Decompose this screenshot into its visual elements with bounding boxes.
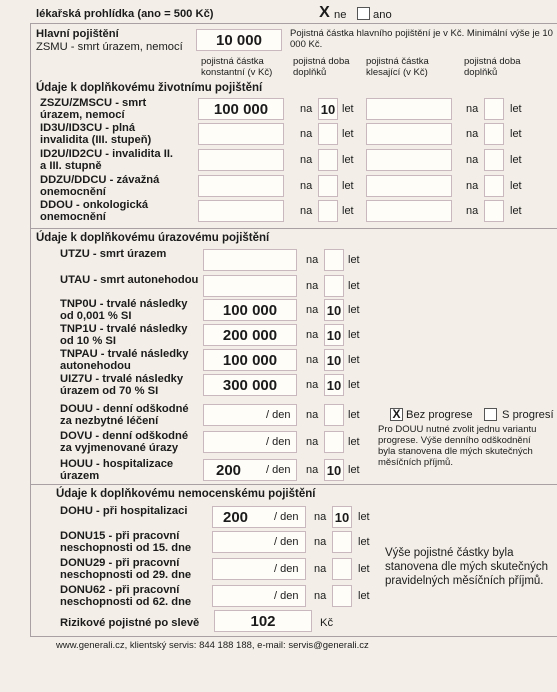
sickness-row-label: DONU62 - při pracovní neschopnosti od 62. dne	[60, 584, 192, 608]
life-decreasing-amount-field[interactable]	[366, 149, 452, 171]
injury-term-years-field[interactable]: 10	[324, 374, 344, 396]
life-section-title: Údaje k doplňkovému životnímu pojištění	[36, 82, 263, 94]
injury-term-years-field[interactable]: 10	[324, 459, 344, 481]
medical-exam-no-label: ne	[334, 9, 347, 21]
life-term-na: na	[300, 103, 313, 115]
injury-row-label: UTAU - smrt autonehodou	[60, 274, 199, 286]
medical-exam-label: lékařská prohlídka (ano = 500 Kč)	[36, 8, 214, 20]
injury-term-years-field[interactable]: 10	[324, 349, 344, 371]
life-term-years-field[interactable]	[318, 123, 338, 145]
injury-term-na: na	[306, 354, 319, 366]
sickness-row-label: DOHU - při hospitalizaci	[60, 505, 188, 517]
injury-amount-field[interactable]: 100 000	[203, 349, 297, 371]
life-decreasing-amount-field[interactable]	[366, 175, 452, 197]
per-day-unit: / den	[266, 436, 291, 448]
life-decreasing-na: na	[466, 154, 479, 166]
life-decreasing-amount-field[interactable]	[366, 200, 452, 222]
column-header-constant: pojistná částka konstantní (v Kč)	[201, 56, 273, 78]
sickness-term-years-field[interactable]	[332, 585, 352, 607]
injury-term-years-field[interactable]	[324, 431, 344, 453]
injury-amount-field[interactable]: 300 000	[203, 374, 297, 396]
injury-term-let: let	[348, 464, 360, 476]
injury-term-let: let	[348, 280, 360, 292]
divider	[30, 636, 557, 637]
injury-row-label: DOVU - denní odškodné za vyjmenované úrazy	[60, 430, 189, 454]
divider	[30, 23, 557, 24]
injury-section-title: Údaje k doplňkovému úrazovému pojištění	[36, 232, 270, 244]
injury-row-label: TNP0U - trvalé následky od 0,001 % SI	[60, 298, 188, 322]
with-progression-label: S progresí	[502, 409, 554, 421]
life-term-na: na	[300, 128, 313, 140]
sickness-term-let: let	[358, 563, 370, 575]
premium-label: Rizikové pojistné po slevě	[60, 617, 200, 629]
sickness-term-years-field[interactable]	[332, 558, 352, 580]
without-progression-checkbox[interactable]: X	[390, 408, 403, 421]
injury-amount-field[interactable]: 100 000	[203, 299, 297, 321]
zsmu-label: ZSMU - smrt úrazem, nemocí	[36, 41, 183, 53]
life-decreasing-na: na	[466, 128, 479, 140]
sickness-term-let: let	[358, 536, 370, 548]
life-constant-amount-field[interactable]	[198, 123, 284, 145]
life-decreasing-years-field[interactable]	[484, 149, 504, 171]
injury-amount-field[interactable]	[203, 249, 297, 271]
sickness-term-na: na	[314, 536, 327, 548]
injury-row-label: DOUU - denní odškodné za nezbytné léčení	[60, 403, 189, 427]
injury-term-let: let	[348, 354, 360, 366]
sickness-section-title: Údaje k doplňkovému nemocenskému pojištění	[56, 488, 316, 500]
life-decreasing-let: let	[510, 154, 522, 166]
injury-term-years-field[interactable]	[324, 404, 344, 426]
divider	[30, 228, 557, 229]
life-row-label: ZSZU/ZMSCU - smrt úrazem, nemocí	[40, 97, 147, 121]
sickness-term-na: na	[314, 511, 327, 523]
injury-term-na: na	[306, 379, 319, 391]
life-decreasing-na: na	[466, 180, 479, 192]
life-constant-amount-field[interactable]	[198, 149, 284, 171]
life-term-let: let	[342, 154, 354, 166]
life-row-label: ID3U/ID3CU - plná invalidita (III. stupeň)	[40, 122, 152, 146]
injury-term-na: na	[306, 304, 319, 316]
injury-amount-field[interactable]: 200 000	[203, 324, 297, 346]
injury-row-label: UTZU - smrt úrazem	[60, 248, 167, 260]
column-header-decreasing: pojistná částka klesající (v Kč)	[366, 56, 429, 78]
injury-row-label: HOUU - hospitalizace úrazem	[60, 458, 174, 482]
premium-currency: Kč	[320, 617, 334, 629]
life-decreasing-years-field[interactable]	[484, 98, 504, 120]
life-row-label: DDZU/DDCU - závažná onemocnění	[40, 174, 160, 198]
injury-row-label: UIZ7U - trvalé následky úrazem od 70 % SI	[60, 373, 184, 397]
life-row-label: ID2U/ID2CU - invalidita II. a III. stupně	[40, 148, 174, 172]
life-term-let: let	[342, 128, 354, 140]
footer-contact: www.generali.cz, klientský servis: 844 188 188, e-mail: servis@generali.cz	[56, 640, 369, 651]
sickness-term-let: let	[358, 590, 370, 602]
life-term-years-field[interactable]	[318, 149, 338, 171]
life-decreasing-amount-field[interactable]	[366, 123, 452, 145]
injury-amount-field[interactable]: 200	[203, 459, 297, 481]
life-decreasing-let: let	[510, 128, 522, 140]
life-decreasing-let: let	[510, 103, 522, 115]
per-day-unit: / den	[274, 511, 299, 523]
sickness-note: Výše pojistné částky byla stanovena dle mých skutečných pravidelných měsíčních příjmů.	[385, 547, 549, 587]
main-insurance-title: Hlavní pojištění	[36, 28, 119, 40]
sickness-term-years-field[interactable]: 10	[332, 506, 352, 528]
injury-term-let: let	[348, 379, 360, 391]
life-decreasing-let: let	[510, 205, 522, 217]
sickness-row-label: DONU29 - při pracovní neschopnosti od 29. dne	[60, 557, 192, 581]
life-constant-amount-field[interactable]	[198, 200, 284, 222]
sickness-term-let: let	[358, 511, 370, 523]
sickness-term-na: na	[314, 590, 327, 602]
zsmu-amount-field[interactable]: 10 000	[196, 29, 282, 51]
injury-row-label: TNPAU - trvalé následky autonehodou	[60, 348, 189, 372]
injury-term-years-field[interactable]	[324, 275, 344, 297]
injury-term-let: let	[348, 304, 360, 316]
injury-term-na: na	[306, 280, 319, 292]
injury-term-let: let	[348, 254, 360, 266]
without-progression-label: Bez progrese	[406, 409, 473, 421]
injury-term-na: na	[306, 436, 319, 448]
injury-term-na: na	[306, 329, 319, 341]
life-decreasing-let: let	[510, 180, 522, 192]
injury-term-na: na	[306, 464, 319, 476]
per-day-unit: / den	[274, 536, 299, 548]
injury-term-years-field[interactable]: 10	[324, 324, 344, 346]
life-constant-amount-field[interactable]: 100 000	[198, 98, 284, 120]
injury-term-years-field[interactable]	[324, 249, 344, 271]
progression-note: Pro DOUU nutné zvolit jednu variantu progrese. Výše denního odškodnění byla stanovena dle mých skutečných měsíčních příjmů.	[378, 424, 537, 468]
sickness-amount-field[interactable]: 200	[212, 506, 306, 528]
main-insurance-note: Pojistná částka hlavního pojištění je v Kč. Minimální výše je 10 000 Kč.	[290, 28, 553, 50]
left-border	[30, 23, 31, 636]
life-term-na: na	[300, 180, 313, 192]
life-term-years-field[interactable]: 10	[318, 98, 338, 120]
life-constant-amount-field[interactable]	[198, 175, 284, 197]
injury-term-let: let	[348, 409, 360, 421]
injury-row-label: TNP1U - trvalé následky od 10 % SI	[60, 323, 188, 347]
injury-term-na: na	[306, 254, 319, 266]
column-header-term-1: pojistná doba doplňků	[293, 56, 350, 78]
life-term-years-field[interactable]	[318, 200, 338, 222]
sickness-term-na: na	[314, 563, 327, 575]
life-decreasing-years-field[interactable]	[484, 175, 504, 197]
injury-term-let: let	[348, 436, 360, 448]
injury-term-let: let	[348, 329, 360, 341]
life-decreasing-years-field[interactable]	[484, 123, 504, 145]
life-term-let: let	[342, 180, 354, 192]
life-decreasing-years-field[interactable]	[484, 200, 504, 222]
life-term-na: na	[300, 205, 313, 217]
life-decreasing-amount-field[interactable]	[366, 98, 452, 120]
medical-exam-yes-label: ano	[373, 9, 392, 21]
injury-amount-field[interactable]	[203, 275, 297, 297]
life-row-label: DDOU - onkologická onemocnění	[40, 199, 149, 223]
sickness-term-years-field[interactable]	[332, 531, 352, 553]
per-day-unit: / den	[266, 464, 291, 476]
per-day-unit: / den	[274, 590, 299, 602]
medical-exam-yes-checkbox[interactable]	[357, 7, 370, 20]
injury-term-na: na	[306, 409, 319, 421]
premium-amount-field[interactable]: 102	[214, 610, 312, 632]
per-day-unit: / den	[274, 563, 299, 575]
sickness-row-label: DONU15 - při pracovní neschopnosti od 15. dne	[60, 530, 192, 554]
per-day-unit: / den	[266, 409, 291, 421]
life-term-let: let	[342, 205, 354, 217]
divider	[30, 484, 557, 485]
life-term-years-field[interactable]	[318, 175, 338, 197]
life-term-let: let	[342, 103, 354, 115]
life-decreasing-na: na	[466, 103, 479, 115]
life-term-na: na	[300, 154, 313, 166]
with-progression-checkbox[interactable]	[484, 408, 497, 421]
life-decreasing-na: na	[466, 205, 479, 217]
injury-term-years-field[interactable]: 10	[324, 299, 344, 321]
column-header-term-2: pojistná doba doplňků	[464, 56, 521, 78]
medical-exam-no-checkbox[interactable]: X	[319, 4, 330, 21]
